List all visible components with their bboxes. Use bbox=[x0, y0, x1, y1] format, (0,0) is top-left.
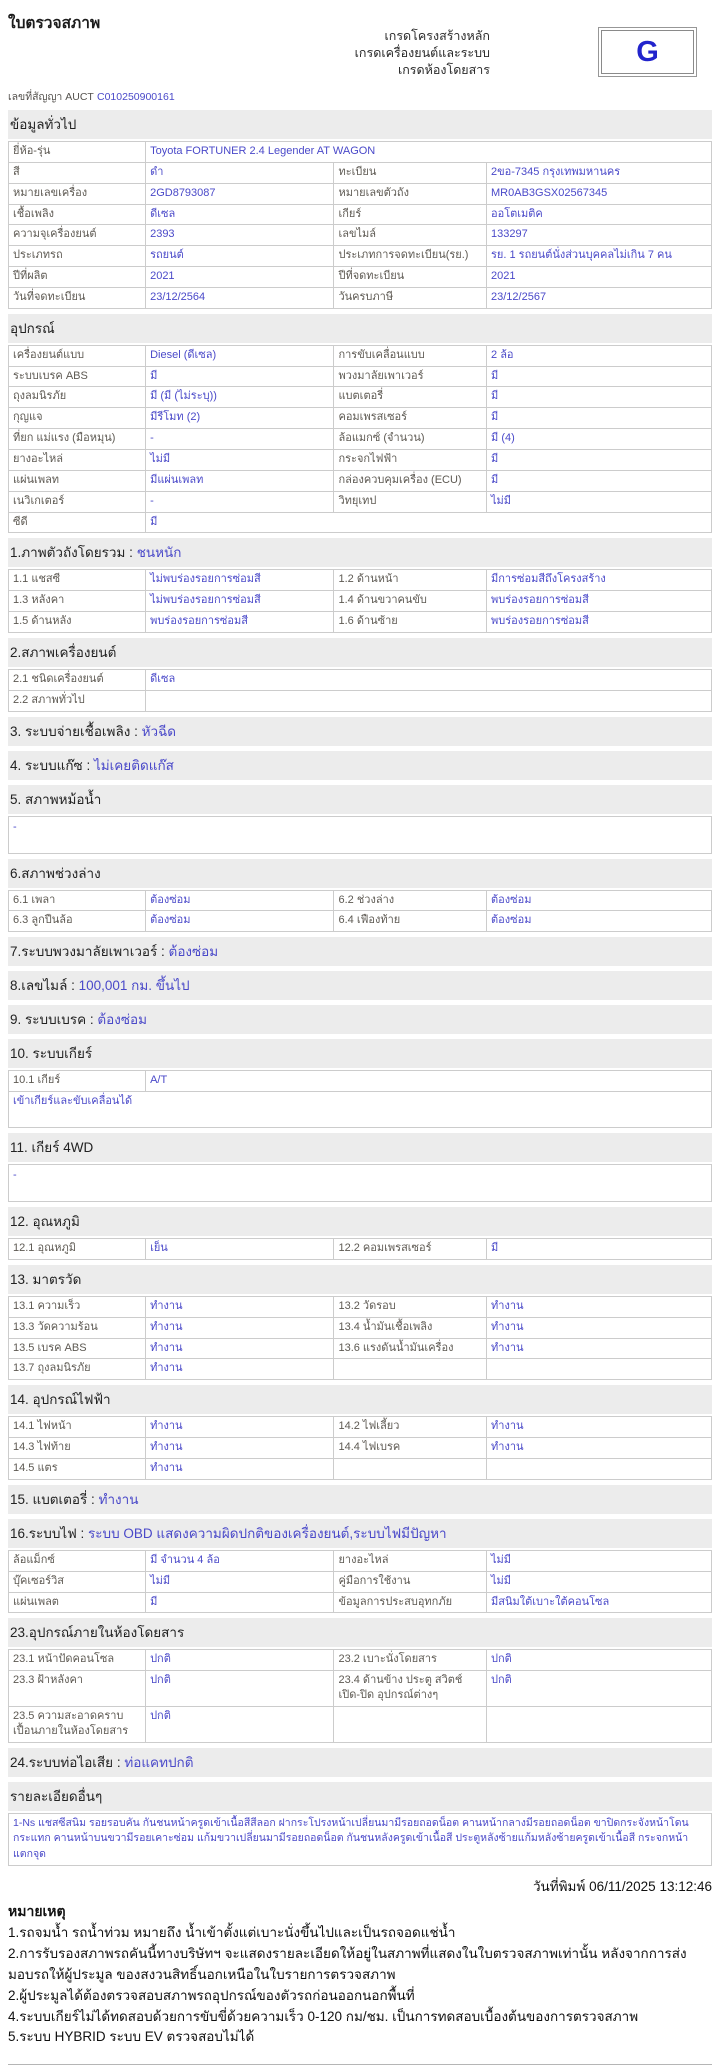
field-value: ทำงาน bbox=[146, 1417, 334, 1438]
field-label: 6.2 ช่วงล่าง bbox=[334, 890, 487, 911]
remarks-title: หมายเหตุ bbox=[8, 1902, 66, 1919]
table-row bbox=[9, 591, 712, 612]
section-heading bbox=[8, 1748, 712, 1777]
field-value: ไม่มี bbox=[487, 491, 712, 512]
section-heading bbox=[8, 971, 712, 1000]
table-row bbox=[9, 1359, 712, 1380]
table-row bbox=[9, 1338, 712, 1359]
field-value: มี bbox=[487, 1239, 712, 1260]
field-value: ต้องซ่อม bbox=[146, 911, 334, 932]
field-value: 2393 bbox=[146, 225, 334, 246]
field-value: มี (4) bbox=[487, 429, 712, 450]
field-value: ทำงาน bbox=[146, 1317, 334, 1338]
field-label: 10.1 เกียร์ bbox=[9, 1071, 146, 1092]
table-row bbox=[9, 1071, 712, 1092]
section-heading bbox=[8, 110, 712, 139]
field-value: ปกติ bbox=[146, 1650, 334, 1671]
table-row bbox=[9, 1239, 712, 1260]
field-value bbox=[487, 1359, 712, 1380]
table-row bbox=[9, 491, 712, 512]
field-value: ต้องซ่อม bbox=[146, 890, 334, 911]
table-row bbox=[9, 1650, 712, 1671]
field-value: ไม่มี bbox=[487, 1571, 712, 1592]
field-label: บุ๊คเซอร์วิส bbox=[9, 1571, 146, 1592]
section-heading-label: 13. มาตรวัด bbox=[10, 1271, 82, 1287]
table-row bbox=[9, 345, 712, 366]
contract-number: C010250900161 bbox=[97, 91, 175, 103]
section-heading-label: 14. อุปกรณ์ไฟฟ้า bbox=[10, 1392, 111, 1408]
table-row bbox=[9, 470, 712, 491]
table-row bbox=[9, 911, 712, 932]
field-label: วิทยุเทป bbox=[334, 491, 487, 512]
field-value: ดำ bbox=[146, 162, 334, 183]
table-row bbox=[9, 612, 712, 633]
section-result: : ไม่เคยติดแก๊ส bbox=[83, 758, 174, 773]
field-label: 13.5 เบรค ABS bbox=[9, 1338, 146, 1359]
section-heading-label: 7.ระบบพวงมาลัยเพาเวอร์ bbox=[10, 944, 158, 960]
field-label: เลขไมล์ bbox=[334, 225, 487, 246]
field-value: 2 ล้อ bbox=[487, 345, 712, 366]
field-label: คู่มือการใช้งาน bbox=[334, 1571, 487, 1592]
grade-label: เกรดห้องโดยสาร bbox=[397, 63, 490, 77]
field-value: มี bbox=[146, 1592, 334, 1613]
field-label bbox=[334, 1706, 487, 1742]
field-label: 13.1 ความเร็ว bbox=[9, 1296, 146, 1317]
field-label: ล้อแม็กซ์ bbox=[9, 1550, 146, 1571]
field-value: 23/12/2564 bbox=[146, 287, 334, 308]
section-table bbox=[8, 569, 712, 633]
section-table bbox=[8, 1296, 712, 1380]
field-label: 2.2 สภาพทั่วไป bbox=[9, 690, 146, 711]
table-row bbox=[9, 1550, 712, 1571]
field-label: 14.3 ไฟท้าย bbox=[9, 1438, 146, 1459]
field-label: 1.3 หลังคา bbox=[9, 591, 146, 612]
table-row bbox=[9, 1417, 712, 1438]
note-line: 2.การรับรองสภาพรถคันนี้ทางบริษัทฯ จะแสดงรายละเอียดให้อยู่ในสภาพที่แสดงในใบตรวจสภาพเท่านั้น หลังจากการส่งมอบรถให้ผู้ประมูล ของสงวนสิทธิ์นอกเหนือในใบรายการตรวจสภาพ bbox=[8, 1945, 687, 1982]
section-heading bbox=[8, 785, 712, 814]
section-heading bbox=[8, 1039, 712, 1068]
field-value: ไม่พบร่องรอยการซ่อมสี bbox=[146, 591, 334, 612]
field-value: ทำงาน bbox=[146, 1459, 334, 1480]
table-row bbox=[9, 246, 712, 267]
table-row bbox=[9, 669, 712, 690]
table-row bbox=[9, 387, 712, 408]
field-label: 13.6 แรงดันน้ำมันเครื่อง bbox=[334, 1338, 487, 1359]
table-row bbox=[9, 1092, 712, 1128]
note-line: 5.ระบบ HYBRID ระบบ EV ตรวจสอบไม่ได้ bbox=[8, 2029, 255, 2045]
table-row bbox=[9, 449, 712, 470]
section-heading bbox=[8, 859, 712, 888]
section-heading bbox=[8, 1133, 712, 1162]
field-label: 14.5 แตร bbox=[9, 1459, 146, 1480]
print-date bbox=[8, 1875, 712, 1897]
field-label: แผ่นเพลต bbox=[9, 1592, 146, 1613]
field-value: ทำงาน bbox=[487, 1417, 712, 1438]
page-title: ใบตรวจสภาพ bbox=[8, 15, 101, 32]
table-row bbox=[9, 512, 712, 533]
table-row bbox=[9, 1671, 712, 1707]
table-row bbox=[9, 408, 712, 429]
table-row bbox=[9, 690, 712, 711]
table-row bbox=[9, 1459, 712, 1480]
field-value bbox=[487, 1459, 712, 1480]
section-heading-label: 1.ภาพตัวถังโดยรวม bbox=[10, 545, 126, 561]
field-value: 133297 bbox=[487, 225, 712, 246]
section-heading-label: 12. อุณหภูมิ bbox=[10, 1214, 80, 1230]
field-value: ทำงาน bbox=[146, 1296, 334, 1317]
field-value: มี bbox=[487, 366, 712, 387]
section-heading-label: 3. ระบบจ่ายเชื้อเพลิง bbox=[10, 723, 131, 739]
field-value: เย็น bbox=[146, 1239, 334, 1260]
field-label: 13.4 น้ำมันเชื้อเพลิง bbox=[334, 1317, 487, 1338]
section-heading-label: 24.ระบบท่อไอเสีย bbox=[10, 1754, 114, 1770]
section-heading-label: 4. ระบบแก๊ซ bbox=[10, 757, 83, 773]
section-result: : 100,001 กม. ขึ้นไป bbox=[67, 978, 189, 993]
field-label: ล้อแมกซ์ (จำนวน) bbox=[334, 429, 487, 450]
field-label: ยางอะไหล่ bbox=[334, 1550, 487, 1571]
field-label: ยางอะไหล่ bbox=[9, 449, 146, 470]
section-heading-label: 2.สภาพเครื่องยนต์ bbox=[10, 644, 117, 660]
section-heading-label: อุปกรณ์ bbox=[10, 320, 55, 336]
field-label: 23.4 ด้านข้าง ประตู สวิตช์เปิด-ปิด อุปกรณ์ต่างๆ bbox=[334, 1671, 487, 1707]
field-label: สี bbox=[9, 162, 146, 183]
section-heading bbox=[8, 314, 712, 343]
table-row bbox=[9, 142, 712, 163]
field-value: Toyota FORTUNER 2.4 Legender AT WAGON bbox=[146, 142, 712, 163]
field-label bbox=[334, 1459, 487, 1480]
field-label: กล่องควบคุมเครื่อง (ECU) bbox=[334, 470, 487, 491]
field-value: ทำงาน bbox=[146, 1438, 334, 1459]
field-value: 23/12/2567 bbox=[487, 287, 712, 308]
section-table bbox=[8, 1416, 712, 1480]
field-value: - bbox=[146, 429, 334, 450]
remarks-block bbox=[8, 1901, 712, 2049]
field-value: ปกติ bbox=[146, 1706, 334, 1742]
section-heading bbox=[8, 1618, 712, 1647]
print-date-value: 06/11/2025 13:12:46 bbox=[589, 1878, 712, 1894]
field-value: 2ขอ-7345 กรุงเทพมหานคร bbox=[487, 162, 712, 183]
field-label: 1.5 ด้านหลัง bbox=[9, 612, 146, 633]
field-value: ไม่มี bbox=[146, 449, 334, 470]
field-label: 23.3 ฝ้าหลังคา bbox=[9, 1671, 146, 1707]
table-row bbox=[9, 570, 712, 591]
section-result: : ทำงาน bbox=[87, 1492, 138, 1507]
overall-grade-letter: G bbox=[636, 35, 659, 68]
field-label: กระจกไฟฟ้า bbox=[334, 449, 487, 470]
field-label: 6.4 เฟืองท้าย bbox=[334, 911, 487, 932]
section-table bbox=[8, 141, 712, 309]
note-line: 4.ระบบเกียร์ไม่ได้ทดสอบด้วยการขับขี่ด้วยความเร็ว 0-120 กม/ชม. เป็นการทดสอบเบื้องต้นของการตรวจสภาพ bbox=[8, 2008, 639, 2024]
table-row bbox=[9, 1317, 712, 1338]
field-value: ต้องซ่อม bbox=[487, 890, 712, 911]
field-label: 14.4 ไฟเบรค bbox=[334, 1438, 487, 1459]
section-table bbox=[8, 669, 712, 712]
section-heading bbox=[8, 751, 712, 780]
field-label: ระบบเบรค ABS bbox=[9, 366, 146, 387]
field-label: เนวิเกเตอร์ bbox=[9, 491, 146, 512]
section-heading-label: 9. ระบบเบรค bbox=[10, 1012, 87, 1028]
field-value: ทำงาน bbox=[487, 1317, 712, 1338]
section-heading-label: 10. ระบบเกียร์ bbox=[10, 1046, 93, 1062]
field-label: วันที่จดทะเบียน bbox=[9, 287, 146, 308]
grade-label: เกรดเครื่องยนต์และระบบ bbox=[354, 46, 490, 60]
field-value: ปกติ bbox=[487, 1671, 712, 1707]
field-label: ซีดี bbox=[9, 512, 146, 533]
field-value: ดีเซล bbox=[146, 204, 334, 225]
field-label: เกียร์ bbox=[334, 204, 487, 225]
field-value bbox=[146, 690, 712, 711]
field-value: พบร่องรอยการซ่อมสี bbox=[487, 591, 712, 612]
section-table bbox=[8, 1238, 712, 1260]
field-label: 14.1 ไฟหน้า bbox=[9, 1417, 146, 1438]
field-value: ทำงาน bbox=[487, 1296, 712, 1317]
contract-row bbox=[8, 88, 712, 105]
field-value: รถยนต์ bbox=[146, 246, 334, 267]
field-label: 12.1 อุณหภูมิ bbox=[9, 1239, 146, 1260]
note-line: 1.รถจมน้ำ รถน้ำท่วม หมายถึง น้ำเข้าตั้งแต่เบาะนั่งขึ้นไปและเป็นรถจอดแช่น้ำ bbox=[8, 1924, 456, 1940]
field-value: ไม่พบร่องรอยการซ่อมสี bbox=[146, 570, 334, 591]
field-value: มีสนิมใต้เบาะใต้คอนโซล bbox=[487, 1592, 712, 1613]
field-value: A/T bbox=[146, 1071, 712, 1092]
field-label: เชื้อเพลิง bbox=[9, 204, 146, 225]
table-row bbox=[9, 1438, 712, 1459]
section-heading-label: ข้อมูลทั่วไป bbox=[10, 117, 77, 132]
table-row bbox=[9, 183, 712, 204]
field-value: ไม่มี bbox=[146, 1571, 334, 1592]
field-label: ปีที่ผลิต bbox=[9, 267, 146, 288]
section-heading bbox=[8, 1005, 712, 1034]
field-value: มี bbox=[487, 408, 712, 429]
field-label: กุญแจ bbox=[9, 408, 146, 429]
field-label: วันครบภาษี bbox=[334, 287, 487, 308]
field-label: ความจุเครื่องยนต์ bbox=[9, 225, 146, 246]
section-heading bbox=[8, 1385, 712, 1414]
field-label: 12.2 คอมเพรสเซอร์ bbox=[334, 1239, 487, 1260]
field-label: ประเภทการจดทะเบียน(รย.) bbox=[334, 246, 487, 267]
field-label: ข้อมูลการประสบอุทกภัย bbox=[334, 1592, 487, 1613]
field-value: ทำงาน bbox=[146, 1359, 334, 1380]
field-value: ดีเซล bbox=[146, 669, 712, 690]
section-heading-label: 11. เกียร์ 4WD bbox=[10, 1140, 94, 1156]
field-label: คอมเพรสเซอร์ bbox=[334, 408, 487, 429]
field-label: 1.6 ด้านซ้าย bbox=[334, 612, 487, 633]
field-value: 2GD8793087 bbox=[146, 183, 334, 204]
field-value: พบร่องรอยการซ่อมสี bbox=[487, 612, 712, 633]
field-value: ทำงาน bbox=[146, 1338, 334, 1359]
field-value: ปกติ bbox=[487, 1650, 712, 1671]
field-label: ยี่ห้อ-รุ่น bbox=[9, 142, 146, 163]
field-value: มีการซ่อมสีถึงโครงสร้าง bbox=[487, 570, 712, 591]
contract-label: เลขที่สัญญา AUCT bbox=[8, 91, 94, 103]
section-result: : ระบบ OBD แสดงความผิดปกติของเครื่องยนต์,ระบบไฟมีปัญหา bbox=[77, 1526, 447, 1541]
table-row bbox=[9, 1296, 712, 1317]
section-heading-label: 8.เลขไมล์ bbox=[10, 978, 68, 994]
grade-label: เกรดโครงสร้างหลัก bbox=[384, 29, 490, 43]
field-value: มี bbox=[146, 366, 334, 387]
field-label: ทะเบียน bbox=[334, 162, 487, 183]
section-heading bbox=[8, 717, 712, 746]
field-label: ถุงลมนิรภัย bbox=[9, 387, 146, 408]
field-label: ที่ยก แม่แรง (มือหมุน) bbox=[9, 429, 146, 450]
field-label: หมายเลขตัวถัง bbox=[334, 183, 487, 204]
field-value: พบร่องรอยการซ่อมสี bbox=[146, 612, 334, 633]
field-value: ทำงาน bbox=[487, 1438, 712, 1459]
section-heading-label: 23.อุปกรณ์ภายในห้องโดยสาร bbox=[10, 1625, 185, 1641]
field-value: มี จำนวน 4 ล้อ bbox=[146, 1550, 334, 1571]
overall-grade-box bbox=[598, 27, 697, 77]
field-label: 2.1 ชนิดเครื่องยนต์ bbox=[9, 669, 146, 690]
field-label: 23.2 เบาะนั่งโดยสาร bbox=[334, 1650, 487, 1671]
field-label bbox=[334, 1359, 487, 1380]
table-row bbox=[9, 267, 712, 288]
field-label: 13.3 วัดความร้อน bbox=[9, 1317, 146, 1338]
table-row bbox=[9, 287, 712, 308]
field-value: MR0AB3GSX02567345 bbox=[487, 183, 712, 204]
field-value: ทำงาน bbox=[487, 1338, 712, 1359]
field-value: ไม่มี bbox=[487, 1550, 712, 1571]
field-value: มีรีโมท (2) bbox=[146, 408, 334, 429]
section-heading-label: 15. แบตเตอรี่ bbox=[10, 1491, 88, 1507]
section-heading-label: 16.ระบบไฟ bbox=[10, 1525, 77, 1541]
section-detail-box: 1-Ns แชสซีสนิม รอยรอบคัน กันชนหน้าครูดเข้าเนื้อสีสีลอก ฝากระโปรงหน้าเปลี่ยนมามีรอยถอดน็อต คานหน้ากลางมีรอยถอดน็อต ขาปิดกระจังหน้าโดนกระแทก คานหน้าบนขวามีรอยเคาะซ่อม แก้มขวาเปลี่ยนมามีรอยถอดน็อต กันชนหลังครูดเข้าเนื้อสี ประตูหลังซ้ายแก้มหลังซ้ายครูดเข้าเนื้อสี กระจกหน้าแตกจุด bbox=[8, 1813, 712, 1866]
section-heading bbox=[8, 538, 712, 567]
field-value: มี bbox=[487, 387, 712, 408]
section-table bbox=[8, 1649, 712, 1742]
table-row bbox=[9, 429, 712, 450]
section-heading bbox=[8, 1519, 712, 1548]
table-row bbox=[9, 1706, 712, 1742]
section-heading bbox=[8, 1782, 712, 1811]
table-row bbox=[9, 890, 712, 911]
section-detail-box: - bbox=[8, 1164, 712, 1202]
grade-labels bbox=[355, 28, 490, 79]
field-label: หมายเลขเครื่อง bbox=[9, 183, 146, 204]
field-value: 2021 bbox=[487, 267, 712, 288]
section-detail-box: - bbox=[8, 816, 712, 854]
field-value: เข้าเกียร์และขับเคลื่อนได้ bbox=[9, 1092, 712, 1128]
field-value: รย. 1 รถยนต์นั่งส่วนบุคคลไม่เกิน 7 คน bbox=[487, 246, 712, 267]
table-row bbox=[9, 204, 712, 225]
field-value: Diesel (ดีเซล) bbox=[146, 345, 334, 366]
field-value: มี bbox=[146, 512, 712, 533]
section-table bbox=[8, 890, 712, 933]
table-row bbox=[9, 1592, 712, 1613]
field-label: 1.4 ด้านขวาคนขับ bbox=[334, 591, 487, 612]
field-value: มี (มี (ไม่ระบุ)) bbox=[146, 387, 334, 408]
field-value: - bbox=[146, 491, 334, 512]
section-heading bbox=[8, 1207, 712, 1236]
section-result: : ท่อแคทปกติ bbox=[113, 1755, 193, 1770]
section-result: : ชนหนัก bbox=[125, 545, 181, 560]
field-label: เครื่องยนต์แบบ bbox=[9, 345, 146, 366]
field-label: ปีที่จดทะเบียน bbox=[334, 267, 487, 288]
table-row bbox=[9, 366, 712, 387]
field-value: มีแผ่นเพลท bbox=[146, 470, 334, 491]
field-label: 14.2 ไฟเลี้ยว bbox=[334, 1417, 487, 1438]
section-table bbox=[8, 345, 712, 534]
field-label: 1.2 ด้านหน้า bbox=[334, 570, 487, 591]
field-value: มี bbox=[487, 470, 712, 491]
report-header bbox=[8, 8, 712, 86]
table-row bbox=[9, 225, 712, 246]
remarks-lines bbox=[8, 1923, 712, 2049]
section-heading bbox=[8, 1265, 712, 1294]
field-value: ปกติ bbox=[146, 1671, 334, 1707]
section-heading bbox=[8, 1485, 712, 1514]
field-label: 23.5 ความสะอาดคราบเปื้อนภายในห้องโดยสาร bbox=[9, 1706, 146, 1742]
field-label: ประเภทรถ bbox=[9, 246, 146, 267]
section-heading bbox=[8, 937, 712, 966]
table-row bbox=[9, 1571, 712, 1592]
field-value: ออโตเมติค bbox=[487, 204, 712, 225]
field-label: 6.3 ลูกปืนล้อ bbox=[9, 911, 146, 932]
field-value: ต้องซ่อม bbox=[487, 911, 712, 932]
field-value: 2021 bbox=[146, 267, 334, 288]
field-label: 23.1 หน้าปัดคอนโซล bbox=[9, 1650, 146, 1671]
section-result: : ต้องซ่อม bbox=[157, 944, 218, 959]
section-result: : ต้องซ่อม bbox=[86, 1012, 147, 1027]
report-sections bbox=[8, 110, 712, 1866]
field-label: 13.2 วัดรอบ bbox=[334, 1296, 487, 1317]
field-label: การขับเคลื่อนแบบ bbox=[334, 345, 487, 366]
field-label: 6.1 เพลา bbox=[9, 890, 146, 911]
table-row bbox=[9, 162, 712, 183]
print-date-label: วันที่พิมพ์ bbox=[532, 1878, 586, 1894]
section-heading bbox=[8, 638, 712, 667]
note-line: 2.ผู้ประมูลได้ต้องตรวจสอบสภาพรถอุปกรณ์ของตัวรถก่อนออกนอกพื้นที่ bbox=[8, 1987, 415, 2003]
section-heading-label: 6.สภาพช่วงล่าง bbox=[10, 865, 101, 881]
field-value bbox=[487, 1706, 712, 1742]
section-table bbox=[8, 1070, 712, 1128]
section-heading-label: 5. สภาพหม้อน้ำ bbox=[10, 791, 102, 807]
field-value: มี bbox=[487, 449, 712, 470]
field-label: พวงมาลัยเพาเวอร์ bbox=[334, 366, 487, 387]
section-result: : หัวฉีด bbox=[130, 724, 176, 739]
field-label: 13.7 ถุงลมนิรภัย bbox=[9, 1359, 146, 1380]
section-heading-label: รายละเอียดอื่นๆ bbox=[10, 1788, 103, 1804]
field-label: แผ่นเพลท bbox=[9, 470, 146, 491]
overall-grade-box-inner bbox=[601, 30, 694, 74]
field-label: แบตเตอรี่ bbox=[334, 387, 487, 408]
field-label: 1.1 แชสซี bbox=[9, 570, 146, 591]
